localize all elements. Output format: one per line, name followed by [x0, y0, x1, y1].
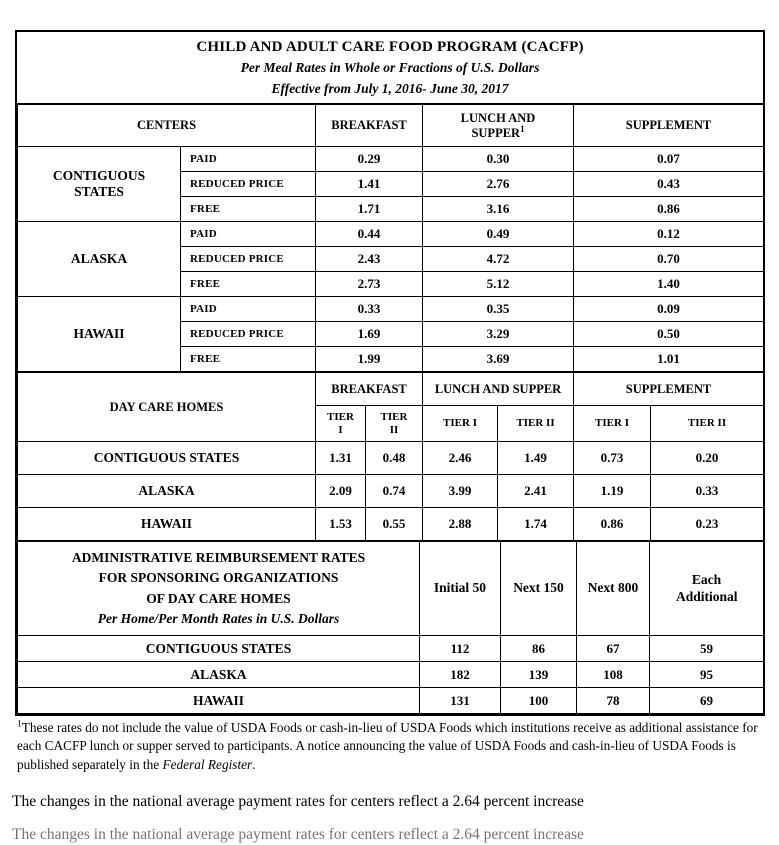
rate-cell: 0.23	[651, 508, 764, 541]
state-cell-alaska: ALASKA	[18, 475, 316, 508]
admin-label-line1: ADMINISTRATIVE REIMBURSEMENT RATES	[71, 550, 366, 565]
centers-header-row	[18, 105, 764, 147]
col-header-each-additional	[650, 542, 764, 636]
rate-cell: 0.30	[423, 147, 574, 172]
rate-cell: 0.44	[316, 222, 423, 247]
rate-cell: 3.29	[423, 322, 574, 347]
rate-cell: 0.07	[574, 147, 764, 172]
table-row	[18, 297, 764, 322]
col-header-supplement: SUPPLEMENT	[574, 373, 764, 406]
rate-cell: 0.33	[316, 297, 423, 322]
category-cell: FREE	[181, 347, 316, 372]
rate-cell: 0.20	[651, 442, 764, 475]
rate-cell: 131	[420, 688, 501, 714]
footnote-ref-marker: 1	[520, 123, 525, 134]
rate-cell: 0.49	[423, 222, 574, 247]
subtitle-rates: Per Meal Rates in Whole or Fractions of U.S. Dollars	[240, 60, 540, 75]
rate-cell: 1.31	[316, 442, 366, 475]
rate-cell: 67	[577, 636, 650, 662]
rate-cell: 1.69	[316, 322, 423, 347]
col-header-supplement: SUPPLEMENT	[574, 105, 764, 147]
rate-cell: 2.09	[316, 475, 366, 508]
rate-cell: 2.73	[316, 272, 423, 297]
col-header-lunch-supper: LUNCH AND SUPPER	[423, 373, 574, 406]
tier-num: I	[338, 423, 343, 436]
table-row	[18, 442, 764, 475]
rate-cell: 5.12	[423, 272, 574, 297]
state-cell-contiguous: CONTIGUOUS STATES	[18, 442, 316, 475]
rate-cell: 1.71	[316, 197, 423, 222]
category-cell: REDUCED PRICE	[181, 247, 316, 272]
table-title-block	[17, 32, 763, 104]
rate-cell: 1.53	[316, 508, 366, 541]
table-row	[18, 636, 764, 662]
rate-cell: 3.69	[423, 347, 574, 372]
col-header-breakfast: BREAKFAST	[316, 105, 423, 147]
admin-label-line2: FOR SPONSORING ORGANIZATIONS	[98, 570, 339, 586]
rate-cell: 1.41	[316, 172, 423, 197]
footnote-italic-title: Federal Register	[162, 756, 253, 772]
state-cell-hawaii: HAWAII	[18, 508, 316, 541]
rate-cell: 0.33	[651, 475, 764, 508]
subtitle-effective-dates: Effective from July 1, 2016- June 30, 2017	[271, 80, 509, 96]
rate-cell: 0.29	[316, 147, 423, 172]
category-cell: PAID	[181, 222, 316, 247]
rate-cell: 86	[501, 636, 577, 662]
rate-cell: 1.74	[498, 508, 574, 541]
admin-section-label	[18, 542, 420, 636]
rate-cell: 0.48	[366, 442, 423, 475]
category-cell: REDUCED PRICE	[181, 322, 316, 347]
rate-cell: 139	[501, 662, 577, 688]
rate-cell: 2.76	[423, 172, 574, 197]
footnote-text-end: .	[252, 756, 256, 772]
rate-cell: 4.72	[423, 247, 574, 272]
table-row	[18, 147, 764, 172]
rate-cell: 1.49	[498, 442, 574, 475]
page-title: CHILD AND ADULT CARE FOOD PROGRAM (CACFP)	[196, 38, 584, 55]
col-header-tier-2	[366, 406, 423, 442]
table-row	[18, 508, 764, 541]
col-header-tier-1	[316, 406, 366, 442]
table-row	[18, 475, 764, 508]
rate-cell: 0.43	[574, 172, 764, 197]
col-header-day-care-homes: DAY CARE HOMES	[18, 373, 316, 442]
state-cell-contiguous: CONTIGUOUS STATES	[18, 636, 420, 662]
rate-cell: 95	[650, 662, 764, 688]
rate-cell: 0.70	[574, 247, 764, 272]
body-paragraph: The changes in the national average payment rates for centers reflect a 2.64 percent increase	[12, 793, 584, 810]
rate-cell: 2.46	[423, 442, 498, 475]
rate-cell: 1.40	[574, 272, 764, 297]
col-header-tier-1: TIER I	[423, 406, 498, 442]
footnote	[17, 719, 765, 774]
each-additional-label: Each Additional	[676, 572, 738, 604]
admin-label-subtitle: Per Home/Per Month Rates in U.S. Dollars	[97, 610, 340, 626]
rate-cell: 100	[501, 688, 577, 714]
table-row	[18, 662, 764, 688]
footnote-text: These rates do not include the value of USDA Foods or cash-in-lieu of USDA Foods which institutions receive as additional assistance for each CACFP lunch or supper served to participants. A notice announcing the value of USDA Foods and cash-in-lieu of USDA Foods is published separately in the	[17, 720, 758, 772]
rate-cell: 78	[577, 688, 650, 714]
rate-cell: 0.86	[574, 508, 651, 541]
day-care-homes-table	[17, 372, 764, 541]
admin-reimbursement-table	[17, 541, 764, 714]
rate-cell: 0.73	[574, 442, 651, 475]
admin-header-row	[18, 542, 764, 636]
rate-cell: 182	[420, 662, 501, 688]
footnote-ref-marker: 1	[17, 719, 22, 730]
rate-cell: 1.19	[574, 475, 651, 508]
rate-cell: 1.99	[316, 347, 423, 372]
rate-cell: 0.74	[366, 475, 423, 508]
admin-label-line3: OF DAY CARE HOMES	[146, 590, 291, 606]
rate-cell: 69	[650, 688, 764, 714]
rate-cell: 3.99	[423, 475, 498, 508]
col-header-initial-50: Initial 50	[420, 542, 501, 636]
rate-cell: 0.35	[423, 297, 574, 322]
state-cell-alaska: ALASKA	[18, 222, 181, 297]
table-row	[18, 222, 764, 247]
rate-cell: 2.43	[316, 247, 423, 272]
category-cell: REDUCED PRICE	[181, 172, 316, 197]
rate-cell: 112	[420, 636, 501, 662]
table-row	[18, 688, 764, 714]
tier-word: TIER	[380, 410, 408, 423]
rate-cell: 0.09	[574, 297, 764, 322]
category-cell: FREE	[181, 272, 316, 297]
state-cell-alaska: ALASKA	[18, 662, 420, 688]
col-header-lunch-supper	[423, 105, 574, 147]
col-header-centers: CENTERS	[18, 105, 316, 147]
tier-num: II	[389, 423, 399, 436]
col-header-tier-2: TIER II	[651, 406, 764, 442]
col-header-tier-2: TIER II	[498, 406, 574, 442]
rate-cell: 2.41	[498, 475, 574, 508]
rate-cell: 3.16	[423, 197, 574, 222]
state-cell-hawaii: HAWAII	[18, 688, 420, 714]
category-cell: PAID	[181, 297, 316, 322]
col-header-tier-1: TIER I	[574, 406, 651, 442]
state-cell-hawaii: HAWAII	[18, 297, 181, 372]
state-cell-contiguous: CONTIGUOUS STATES	[18, 147, 181, 222]
category-cell: FREE	[181, 197, 316, 222]
col-header-next-800: Next 800	[577, 542, 650, 636]
col-header-next-150: Next 150	[501, 542, 577, 636]
col-header-breakfast: BREAKFAST	[316, 373, 423, 406]
category-cell: PAID	[181, 147, 316, 172]
rate-cell: 59	[650, 636, 764, 662]
rate-cell: 1.01	[574, 347, 764, 372]
cacfp-rates-table	[15, 30, 765, 716]
rate-cell: 0.50	[574, 322, 764, 347]
lunch-line2: SUPPER	[471, 125, 521, 140]
tier-word: TIER	[327, 410, 354, 423]
centers-table	[17, 104, 764, 372]
day-care-header-row	[18, 373, 764, 406]
rate-cell: 108	[577, 662, 650, 688]
rate-cell: 2.88	[423, 508, 498, 541]
rate-cell: 0.55	[366, 508, 423, 541]
rate-cell: 0.86	[574, 197, 764, 222]
lunch-line1: LUNCH AND	[460, 111, 536, 126]
cutoff-text-line: The changes in the national average payment rates for centers reflect a 2.64 percent increase	[12, 826, 584, 843]
rate-cell: 0.12	[574, 222, 764, 247]
